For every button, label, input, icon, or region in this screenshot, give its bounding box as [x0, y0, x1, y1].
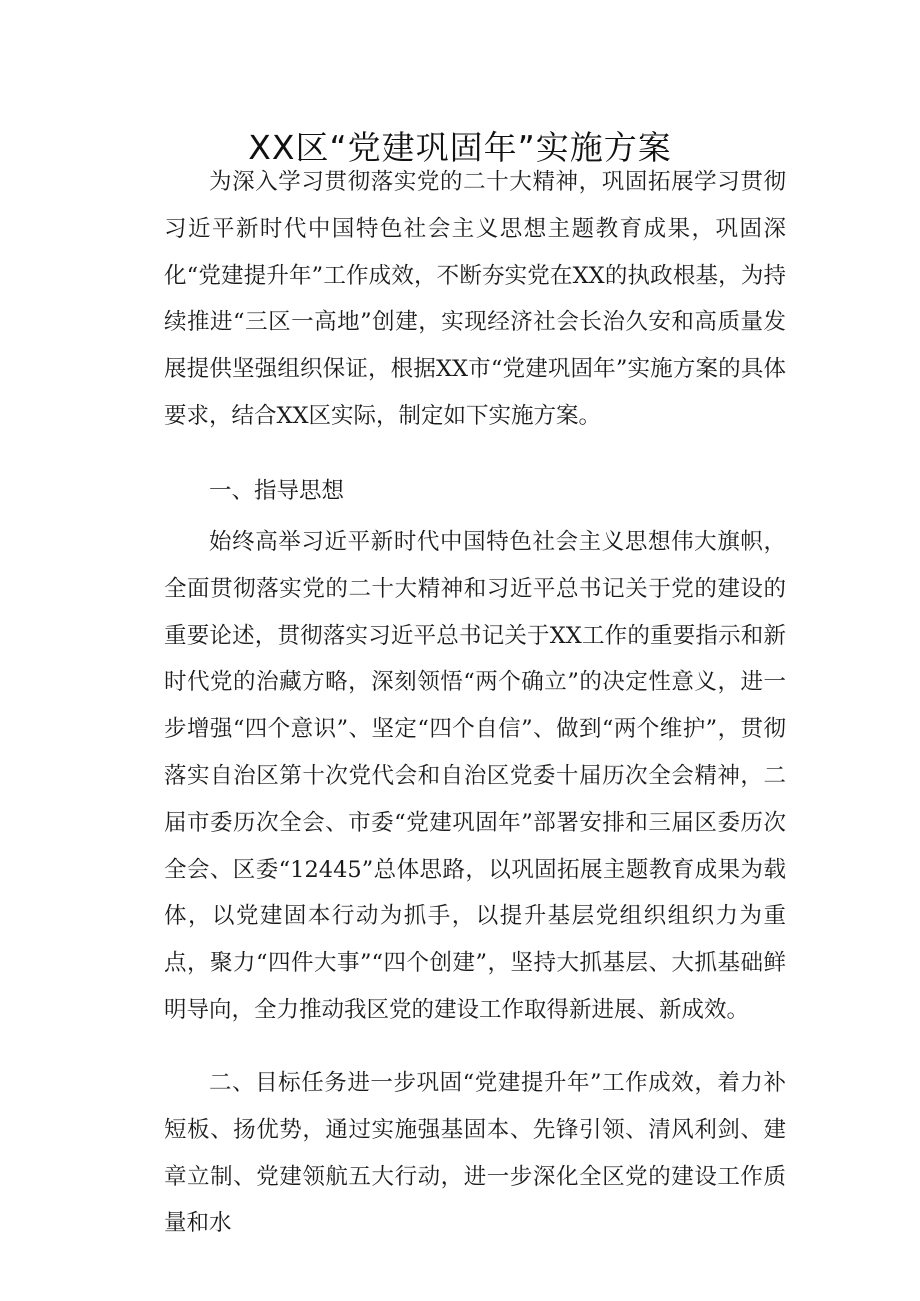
section-heading-guiding-ideology: 一、指导思想 — [209, 478, 345, 504]
guiding-ideology-paragraph: 始终高举习近平新时代中国特色社会主义思想伟大旗帜，全面贯彻落实党的二十大精神和习近平总书记关于党的建设的重要论述，贯彻落实习近平总书记关于XX工作的重要指示和新时代党的治藏方略，深刻领悟“两个确立”的决定性意义，进一步增强“四个意识”、坚定“四个自信”、做到“两个维护”，贯彻落实自治区第十次党代会和自治区党委十届历次全会精神，二届市委历次全会、市委“党建巩固年”部署安排和三届区委历次全会、区委“12445”总体思路，以巩固拓展主题教育成果为载体，以党建固本行动为抓手，以提升基层党组织组织力为重点，聚力“四件大事”“四个创建”，坚持大抓基层、大抓基础鲜明导向，全力推动我区党的建设工作取得新进展、新成效。 — [164, 529, 786, 1023]
document-title: XX区“党建巩固年”实施方案 — [248, 128, 672, 167]
objectives-paragraph: 二、目标任务进一步巩固“党建提升年”工作成效，着力补短板、扬优势，通过实施强基固本、先锋引领、清风利剑、建章立制、党建领航五大行动，进一步深化全区党的建设工作质量和水 — [164, 1070, 786, 1237]
intro-paragraph: 为深入学习贯彻落实党的二十大精神，巩固拓展学习贯彻习近平新时代中国特色社会主义思想主题教育成果，巩固深化“党建提升年”工作成效，不断夯实党在XX的执政根基，为持续推进“三区一高地”创建，实现经济社会长治久安和高质量发展提供坚强组织保证，根据XX市“党建巩固年”实施方案的具体要求，结合XX区实际，制定如下实施方案。 — [164, 169, 786, 429]
